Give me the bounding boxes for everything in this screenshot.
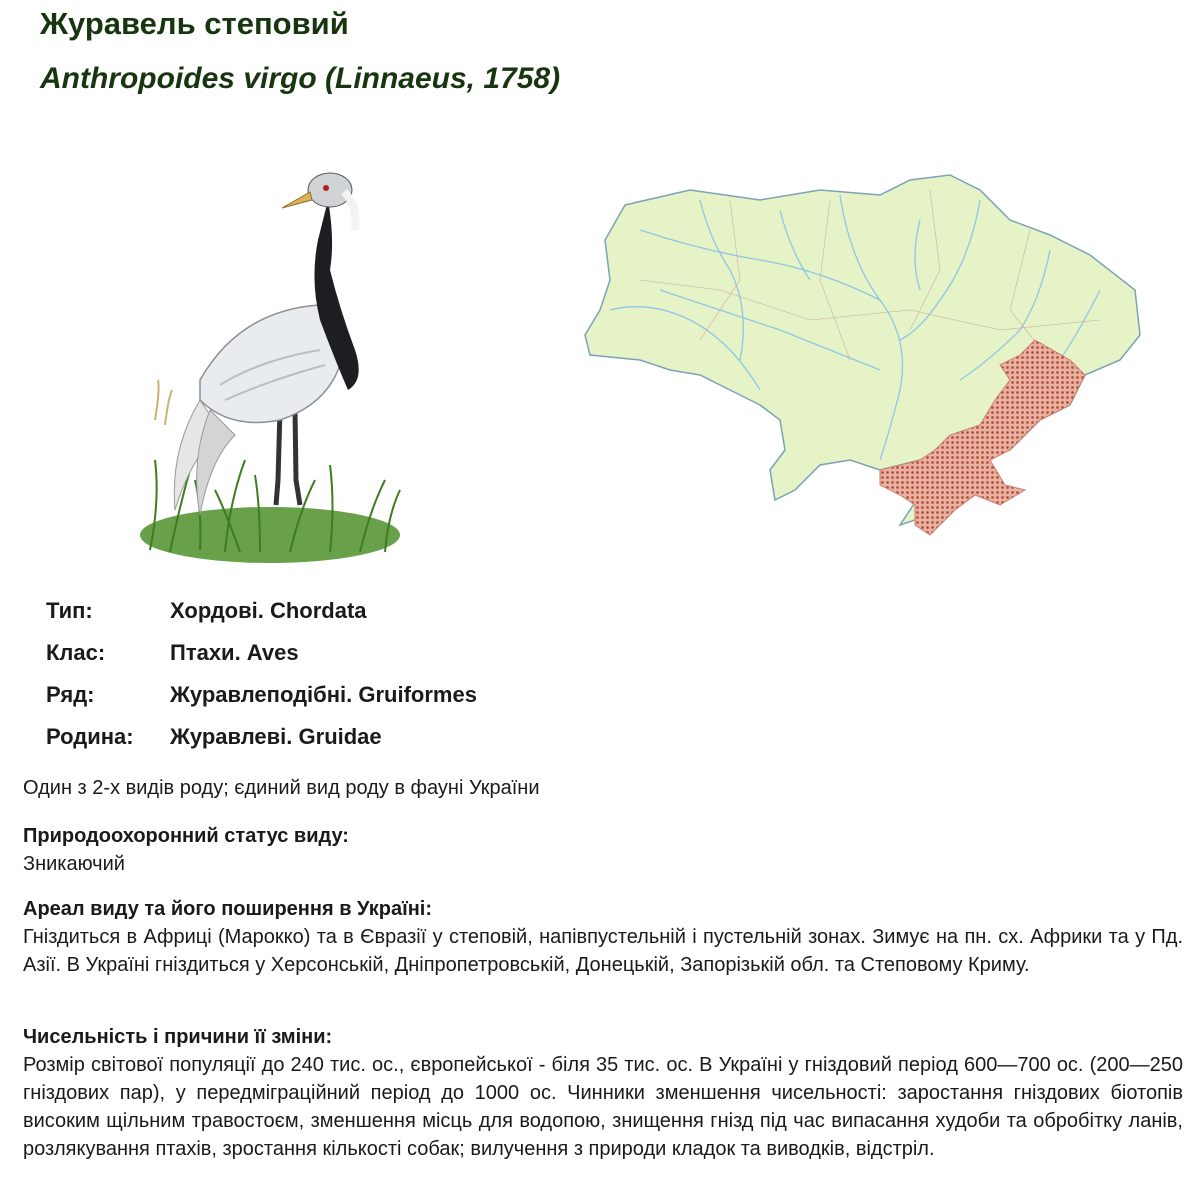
crane-illustration [130, 160, 420, 570]
taxonomy-row [46, 674, 477, 716]
taxonomy-row [46, 590, 477, 632]
species-title: Журавель степовий [40, 6, 349, 41]
status-heading: Природоохоронний статус виду: [23, 825, 349, 847]
range-text: Гніздиться в Африці (Марокко) та в Євразії у степовій, напівпустельній і пустельній зонах. Зимує на пн. сх. Африки та у Пд. Азії. В Україні гніздиться у Херсонській, Дніпропетровській, Донецькій, Запорізькій обл. та Степовому Криму. [23, 926, 1183, 976]
range-section [23, 895, 1183, 979]
taxonomy-label: Клас: [46, 640, 106, 665]
taxonomy-table [46, 590, 477, 758]
taxonomy-label: Тип: [46, 598, 93, 623]
ukraine-territory [585, 175, 1140, 525]
genus-note: Один з 2-х видів роду; єдиний вид роду в фауні України [23, 777, 540, 799]
population-text: Розмір світової популяції до 240 тис. ос., європейської - біля 35 тис. ос. В Україні у гніздовий період 600—700 ос. (200—250 гніздових пар), у передміграційний період до 1000 ос. Чинники зменшення чисельності: заростання гніздових біотопів високим щільним травостоєм, зменшення місць для водопою, знищення гнізд під час випасання худоби та обробітку ланів, розлякування птахів, зростання кількості собак; вилучення з природи кладок та виводків, відстріл. [23, 1054, 1183, 1160]
species-latin-name: Anthropoides virgo (Linnaeus, 1758) [40, 62, 561, 95]
taxonomy-label: Ряд: [46, 682, 95, 707]
taxonomy-value: Птахи. Aves [170, 640, 299, 665]
taxonomy-label: Родина: [46, 724, 134, 749]
range-map [580, 160, 1150, 550]
population-heading: Чисельність і причини її зміни: [23, 1026, 333, 1048]
taxonomy-value: Журавлеві. Gruidae [170, 724, 382, 749]
taxonomy-row [46, 716, 477, 758]
status-section [23, 822, 1183, 878]
population-section [23, 1023, 1183, 1163]
range-heading: Ареал виду та його поширення в Україні: [23, 898, 432, 920]
status-text: Зникаючий [23, 853, 125, 875]
taxonomy-value: Хордові. Chordata [170, 598, 367, 623]
taxonomy-value: Журавлеподібні. Gruiformes [170, 682, 477, 707]
taxonomy-row [46, 632, 477, 674]
